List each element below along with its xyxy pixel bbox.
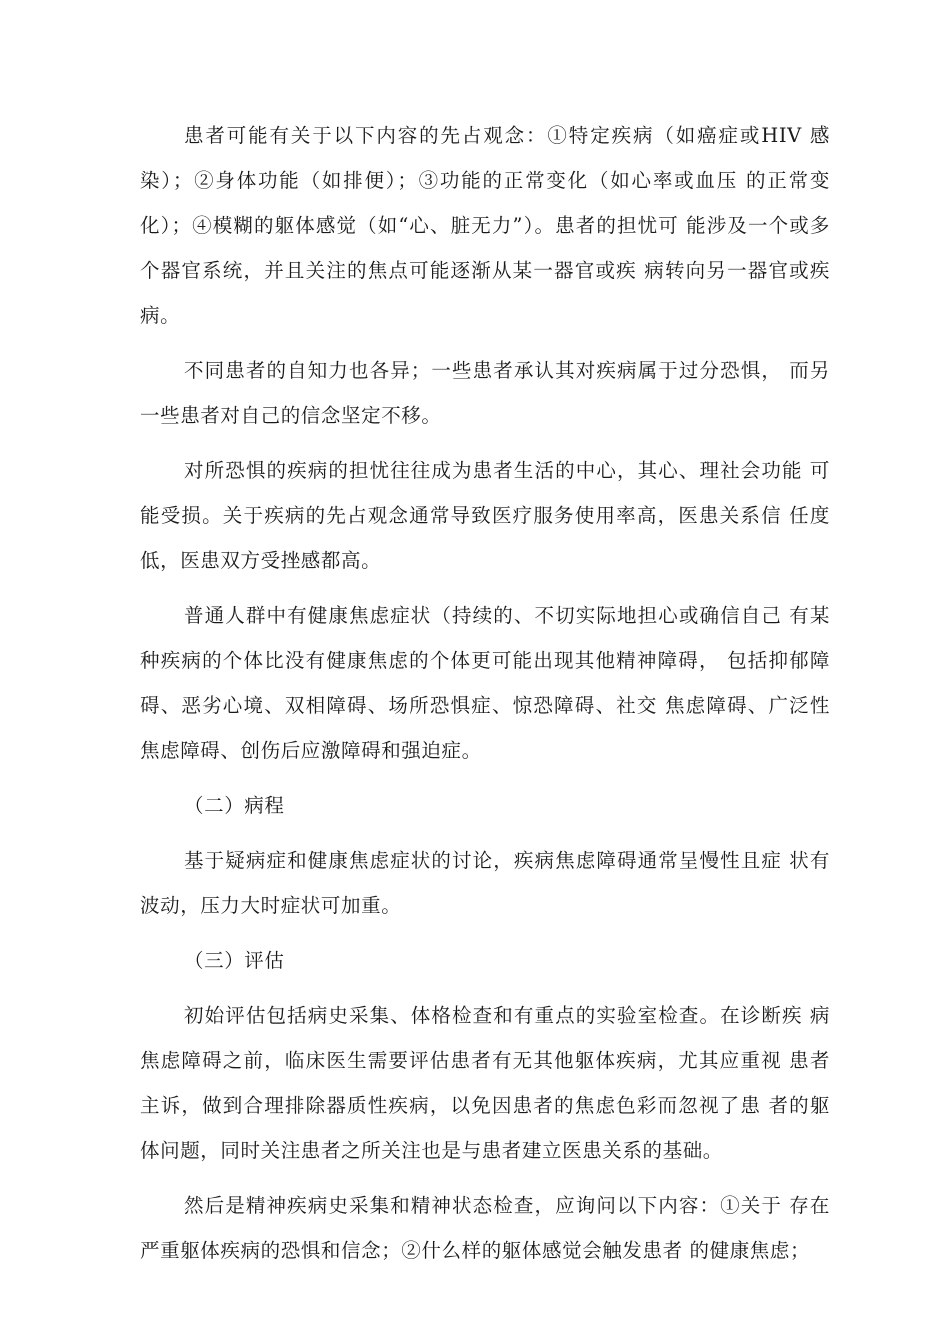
- section-heading-course: （二）病程: [184, 794, 285, 817]
- paragraph-course: 基于疑病症和健康焦虑症状的讨论，疾病焦虑障碍通常呈慢性且症 状有波动，压力大时症状可加重。: [140, 849, 830, 917]
- paragraph-life-center: 对所恐惧的疾病的担忧往往成为患者生活的中心，其心、理社会功能 可能受损。关于疾病的先占观念通常导致医疗服务使用率高，医患关系信 任度低，医患双方受挫感都高。: [140, 459, 830, 572]
- document-body: [140, 113, 830, 1283]
- paragraph-assessment-psychiatric: 然后是精神疾病史采集和精神状态检查，应询问以下内容：①关于 存在严重躯体疾病的恐惧和信念；②什么样的躯体感觉会触发患者 的健康焦虑；: [140, 1194, 830, 1262]
- paragraph-insight: 不同患者的自知力也各异；一些患者承认其对疾病属于过分恐惧， 而另一些患者对自己的信念坚定不移。: [140, 359, 830, 427]
- paragraph-preoccupation: 患者可能有关于以下内容的先占观念：①特定疾病（如癌症或HIV 感染）；②身体功能（如排便）；③功能的正常变化（如心率或血压 的正常变化）；④模糊的躯体感觉（如“心、脏无力”）。患者的担忧可 能涉及一个或多个器官系统，并且关注的焦点可能逐渐从某一器官或疾 病转向另一器官或疾病。: [140, 124, 830, 327]
- paragraph-comorbidity: 普通人群中有健康焦虑症状（持续的、不切实际地担心或确信自己 有某种疾病的个体比没有健康焦虑的个体更可能出现其他精神障碍， 包括抑郁障碍、恶劣心境、双相障碍、场所恐惧症、惊恐障碍、社交 焦虑障碍、广泛性焦虑障碍、创伤后应激障碍和强迫症。: [140, 604, 830, 762]
- section-heading-assessment: （三）评估: [184, 949, 285, 972]
- paragraph-assessment-initial: 初始评估包括病史采集、体格检查和有重点的实验室检查。在诊断疾 病焦虑障碍之前，临床医生需要评估患者有无其他躯体疾病，尤其应重视 患者主诉，做到合理排除器质性疾病，以免因患者的焦虑色彩而忽视了患 者的躯体问题，同时关注患者之所关注也是与患者建立医患关系的基础。: [140, 1004, 830, 1162]
